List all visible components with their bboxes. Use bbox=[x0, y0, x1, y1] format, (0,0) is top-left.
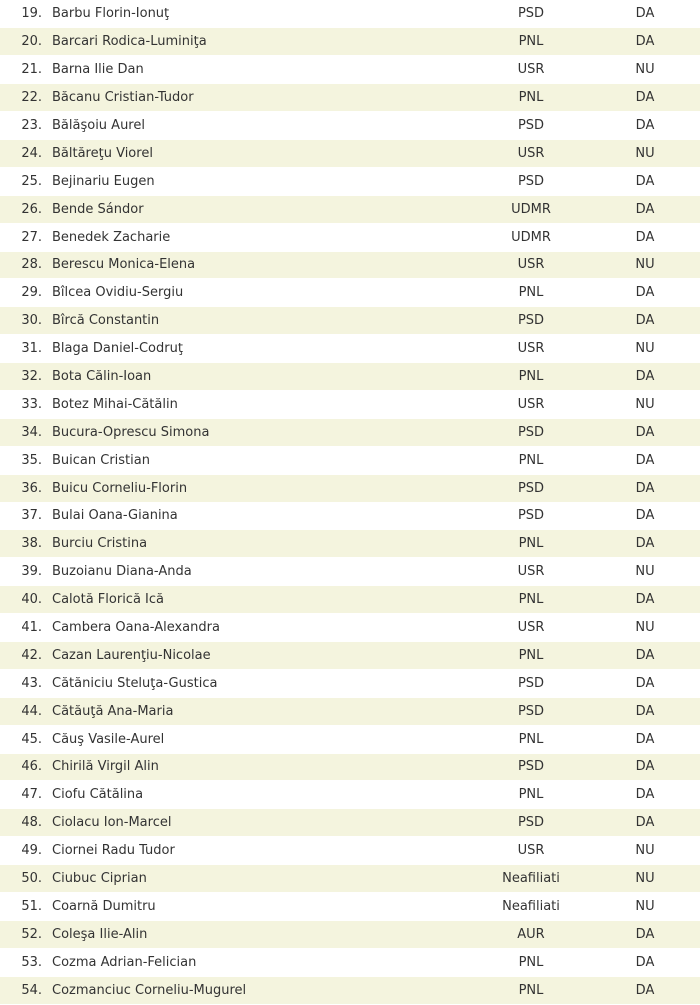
table-row bbox=[0, 28, 700, 56]
row-number: 22. bbox=[0, 84, 48, 112]
deputy-name: Coleşa Ilie-Alin bbox=[48, 920, 488, 948]
table-row bbox=[0, 809, 700, 837]
table-row bbox=[0, 56, 700, 84]
deputy-name: Cozma Adrian-Felician bbox=[48, 948, 488, 976]
row-number: 23. bbox=[0, 112, 48, 140]
party-name: UDMR bbox=[488, 223, 574, 251]
deputy-name: Ciolacu Ion-Marcel bbox=[48, 809, 488, 837]
vote-value: DA bbox=[574, 725, 700, 753]
vote-value: NU bbox=[574, 614, 700, 642]
row-number: 54. bbox=[0, 976, 48, 1004]
vote-value: DA bbox=[574, 669, 700, 697]
table-row bbox=[0, 920, 700, 948]
party-name: PNL bbox=[488, 84, 574, 112]
table-row bbox=[0, 363, 700, 391]
deputy-name: Bălăşoiu Aurel bbox=[48, 112, 488, 140]
table-row bbox=[0, 139, 700, 167]
table-row bbox=[0, 502, 700, 530]
table-row bbox=[0, 586, 700, 614]
deputy-name: Băltăreţu Viorel bbox=[48, 139, 488, 167]
vote-value: NU bbox=[574, 837, 700, 865]
vote-value: DA bbox=[574, 920, 700, 948]
row-number: 20. bbox=[0, 28, 48, 56]
row-number: 29. bbox=[0, 279, 48, 307]
table-row bbox=[0, 390, 700, 418]
row-number: 41. bbox=[0, 614, 48, 642]
deputy-name: Berescu Monica-Elena bbox=[48, 251, 488, 279]
table-row bbox=[0, 865, 700, 893]
row-number: 28. bbox=[0, 251, 48, 279]
vote-value: NU bbox=[574, 558, 700, 586]
deputy-name: Burciu Cristina bbox=[48, 530, 488, 558]
vote-value: DA bbox=[574, 418, 700, 446]
party-name: USR bbox=[488, 335, 574, 363]
vote-value: DA bbox=[574, 28, 700, 56]
row-number: 37. bbox=[0, 502, 48, 530]
vote-value: NU bbox=[574, 56, 700, 84]
vote-value: DA bbox=[574, 446, 700, 474]
vote-value: DA bbox=[574, 586, 700, 614]
deputy-name: Bende Sándor bbox=[48, 195, 488, 223]
table-row bbox=[0, 614, 700, 642]
row-number: 49. bbox=[0, 837, 48, 865]
deputy-name: Blaga Daniel-Codruţ bbox=[48, 335, 488, 363]
table-row bbox=[0, 223, 700, 251]
party-name: USR bbox=[488, 390, 574, 418]
table-row bbox=[0, 948, 700, 976]
table-row bbox=[0, 418, 700, 446]
table-row bbox=[0, 976, 700, 1004]
row-number: 25. bbox=[0, 167, 48, 195]
deputy-name: Ciornei Radu Tudor bbox=[48, 837, 488, 865]
deputy-name: Buicu Corneliu-Florin bbox=[48, 474, 488, 502]
vote-value: DA bbox=[574, 530, 700, 558]
row-number: 50. bbox=[0, 865, 48, 893]
row-number: 33. bbox=[0, 390, 48, 418]
vote-value: DA bbox=[574, 781, 700, 809]
deputy-name: Benedek Zacharie bbox=[48, 223, 488, 251]
row-number: 32. bbox=[0, 363, 48, 391]
vote-value: NU bbox=[574, 390, 700, 418]
deputy-name: Cozmanciuc Corneliu-Mugurel bbox=[48, 976, 488, 1004]
table-row bbox=[0, 0, 700, 28]
row-number: 46. bbox=[0, 753, 48, 781]
deputy-name: Barcari Rodica-Luminiţa bbox=[48, 28, 488, 56]
deputy-name: Cătăniciu Steluţa-Gustica bbox=[48, 669, 488, 697]
deputy-name: Bejinariu Eugen bbox=[48, 167, 488, 195]
table-row bbox=[0, 781, 700, 809]
deputy-name: Coarnă Dumitru bbox=[48, 893, 488, 921]
table-row bbox=[0, 84, 700, 112]
vote-value: DA bbox=[574, 307, 700, 335]
vote-value: NU bbox=[574, 139, 700, 167]
vote-value: NU bbox=[574, 335, 700, 363]
deputy-name: Bîlcea Ovidiu-Sergiu bbox=[48, 279, 488, 307]
party-name: PNL bbox=[488, 641, 574, 669]
row-number: 27. bbox=[0, 223, 48, 251]
table-row bbox=[0, 195, 700, 223]
party-name: PNL bbox=[488, 530, 574, 558]
table-row bbox=[0, 697, 700, 725]
vote-value: DA bbox=[574, 363, 700, 391]
row-number: 19. bbox=[0, 0, 48, 28]
deputy-name: Chirilă Virgil Alin bbox=[48, 753, 488, 781]
party-name: PSD bbox=[488, 167, 574, 195]
vote-value: DA bbox=[574, 474, 700, 502]
row-number: 36. bbox=[0, 474, 48, 502]
table-row bbox=[0, 669, 700, 697]
deputy-name: Bucura-Oprescu Simona bbox=[48, 418, 488, 446]
deputy-name: Căuş Vasile-Aurel bbox=[48, 725, 488, 753]
deputy-name: Calotă Florică Ică bbox=[48, 586, 488, 614]
vote-value: DA bbox=[574, 976, 700, 1004]
party-name: USR bbox=[488, 139, 574, 167]
party-name: PSD bbox=[488, 418, 574, 446]
party-name: PSD bbox=[488, 307, 574, 335]
row-number: 30. bbox=[0, 307, 48, 335]
deputy-name: Ciubuc Ciprian bbox=[48, 865, 488, 893]
party-name: USR bbox=[488, 251, 574, 279]
party-name: PNL bbox=[488, 446, 574, 474]
row-number: 47. bbox=[0, 781, 48, 809]
row-number: 45. bbox=[0, 725, 48, 753]
vote-value: DA bbox=[574, 195, 700, 223]
party-name: PSD bbox=[488, 809, 574, 837]
table-row bbox=[0, 167, 700, 195]
party-name: PSD bbox=[488, 502, 574, 530]
table-row bbox=[0, 893, 700, 921]
deputy-name: Bota Călin-Ioan bbox=[48, 363, 488, 391]
table-row bbox=[0, 530, 700, 558]
party-name: PNL bbox=[488, 948, 574, 976]
party-name: PNL bbox=[488, 279, 574, 307]
party-name: PNL bbox=[488, 725, 574, 753]
vote-value: DA bbox=[574, 223, 700, 251]
deputy-name: Ciofu Cătălina bbox=[48, 781, 488, 809]
row-number: 31. bbox=[0, 335, 48, 363]
vote-value: NU bbox=[574, 865, 700, 893]
vote-value: DA bbox=[574, 502, 700, 530]
party-name: USR bbox=[488, 56, 574, 84]
vote-value: NU bbox=[574, 251, 700, 279]
party-name: PNL bbox=[488, 363, 574, 391]
deputy-name: Băcanu Cristian-Tudor bbox=[48, 84, 488, 112]
party-name: PNL bbox=[488, 781, 574, 809]
table-row bbox=[0, 474, 700, 502]
deputy-name: Barbu Florin-Ionuţ bbox=[48, 0, 488, 28]
party-name: USR bbox=[488, 558, 574, 586]
row-number: 42. bbox=[0, 641, 48, 669]
party-name: PSD bbox=[488, 0, 574, 28]
vote-value: NU bbox=[574, 893, 700, 921]
row-number: 53. bbox=[0, 948, 48, 976]
party-name: PNL bbox=[488, 976, 574, 1004]
party-name: PSD bbox=[488, 474, 574, 502]
vote-value: DA bbox=[574, 279, 700, 307]
deputy-name: Buican Cristian bbox=[48, 446, 488, 474]
vote-value: DA bbox=[574, 167, 700, 195]
vote-value: DA bbox=[574, 697, 700, 725]
row-number: 40. bbox=[0, 586, 48, 614]
row-number: 34. bbox=[0, 418, 48, 446]
row-number: 26. bbox=[0, 195, 48, 223]
deputy-name: Cazan Laurenţiu-Nicolae bbox=[48, 641, 488, 669]
party-name: PSD bbox=[488, 697, 574, 725]
row-number: 44. bbox=[0, 697, 48, 725]
row-number: 51. bbox=[0, 893, 48, 921]
deputy-name: Bîrcă Constantin bbox=[48, 307, 488, 335]
party-name: PSD bbox=[488, 753, 574, 781]
table-row bbox=[0, 279, 700, 307]
deputy-name: Bulai Oana-Gianina bbox=[48, 502, 488, 530]
deputy-name: Botez Mihai-Cătălin bbox=[48, 390, 488, 418]
row-number: 43. bbox=[0, 669, 48, 697]
party-name: PNL bbox=[488, 586, 574, 614]
table-row bbox=[0, 112, 700, 140]
row-number: 35. bbox=[0, 446, 48, 474]
deputy-name: Buzoianu Diana-Anda bbox=[48, 558, 488, 586]
vote-value: DA bbox=[574, 84, 700, 112]
table-row bbox=[0, 307, 700, 335]
vote-value: DA bbox=[574, 0, 700, 28]
party-name: PSD bbox=[488, 669, 574, 697]
deputy-name: Cambera Oana-Alexandra bbox=[48, 614, 488, 642]
table-row bbox=[0, 335, 700, 363]
party-name: Neafiliati bbox=[488, 893, 574, 921]
row-number: 39. bbox=[0, 558, 48, 586]
vote-value: DA bbox=[574, 112, 700, 140]
table-row bbox=[0, 251, 700, 279]
party-name: PNL bbox=[488, 28, 574, 56]
table-row bbox=[0, 558, 700, 586]
vote-value: DA bbox=[574, 641, 700, 669]
row-number: 52. bbox=[0, 920, 48, 948]
party-name: UDMR bbox=[488, 195, 574, 223]
table-row bbox=[0, 753, 700, 781]
table-row bbox=[0, 837, 700, 865]
deputy-name: Cătăuţă Ana-Maria bbox=[48, 697, 488, 725]
deputy-name: Barna Ilie Dan bbox=[48, 56, 488, 84]
table-row bbox=[0, 725, 700, 753]
party-name: AUR bbox=[488, 920, 574, 948]
vote-value: DA bbox=[574, 753, 700, 781]
table-row bbox=[0, 641, 700, 669]
row-number: 21. bbox=[0, 56, 48, 84]
party-name: USR bbox=[488, 837, 574, 865]
vote-value: DA bbox=[574, 948, 700, 976]
party-name: USR bbox=[488, 614, 574, 642]
party-name: Neafiliati bbox=[488, 865, 574, 893]
vote-value: DA bbox=[574, 809, 700, 837]
table-row bbox=[0, 446, 700, 474]
row-number: 24. bbox=[0, 139, 48, 167]
row-number: 38. bbox=[0, 530, 48, 558]
row-number: 48. bbox=[0, 809, 48, 837]
party-name: PSD bbox=[488, 112, 574, 140]
